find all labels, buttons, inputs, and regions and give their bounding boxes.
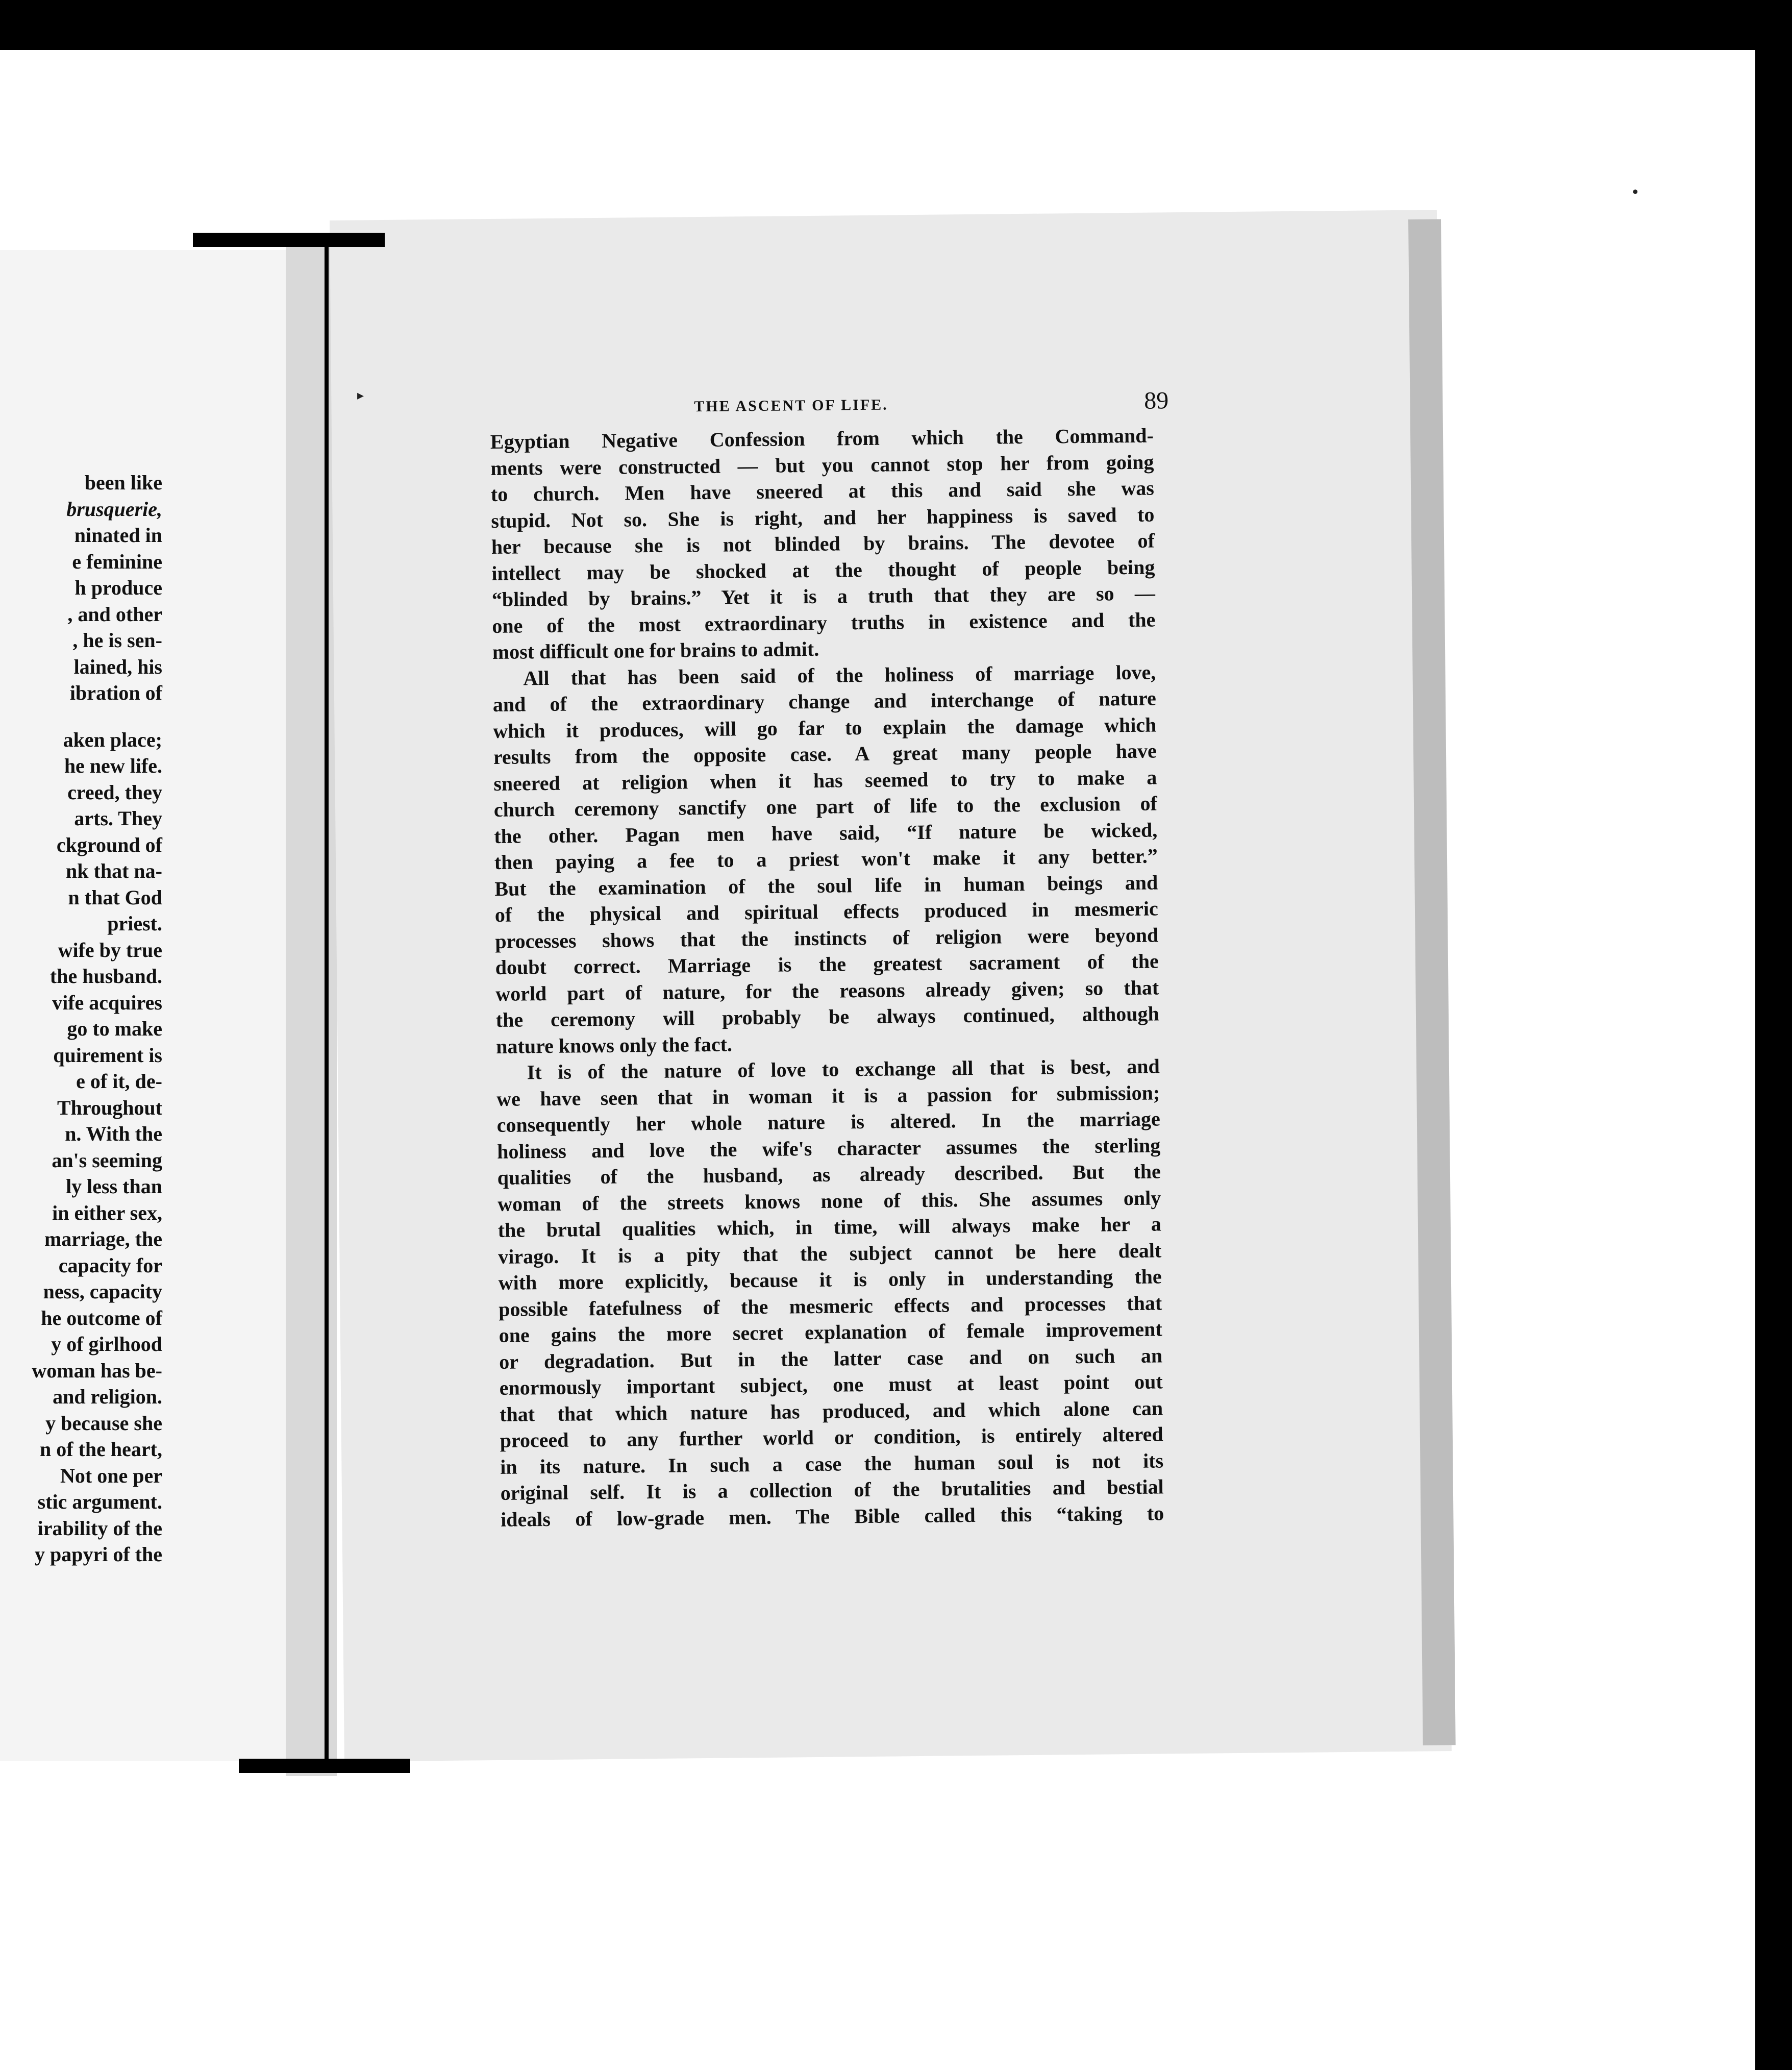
text-line: the other. Pagan men have said, “If nature be wicked, [494, 818, 1158, 848]
text-line: original self. It is a collection of the brutalities and bestial [500, 1475, 1164, 1505]
text-line: ideals of low-grade men. The Bible called this “taking to [500, 1501, 1164, 1531]
left-page-line: n of the heart, [40, 1438, 162, 1461]
left-page-line: irability of the [37, 1516, 162, 1540]
paragraph [490, 423, 1156, 666]
text-line: to church. Men have sneered at this and said she was [490, 476, 1155, 506]
left-page-line: vife acquires [52, 991, 162, 1014]
margin-mark: ▸ [357, 388, 364, 403]
left-page-line: go to make [67, 1017, 162, 1040]
left-page-line: e feminine [72, 550, 162, 573]
binding-line [325, 240, 329, 1761]
speck-mark: • [1631, 184, 1640, 202]
running-head [490, 387, 1169, 429]
text-line: ments were constructed — but you cannot stop her from going [490, 450, 1154, 480]
gutter-shadow [286, 245, 337, 1776]
film-top-border [0, 0, 1792, 50]
left-page-line: Throughout [57, 1096, 162, 1119]
left-page-line: nk that na- [66, 859, 162, 882]
binding-clip-bottom [239, 1759, 410, 1773]
left-facing-page [0, 250, 327, 1761]
left-page-line: he outcome of [41, 1306, 162, 1329]
text-line: It is of the nature of love to exchange all that is best, and [527, 1054, 1160, 1084]
text-line: enormously important subject, one must at least point out [499, 1370, 1163, 1399]
left-page-line: y because she [45, 1411, 162, 1435]
text-line: qualities of the husband, as already described. But the [497, 1160, 1161, 1189]
right-page-text-block [490, 387, 1169, 1533]
left-page-line: e of it, de- [76, 1070, 162, 1093]
left-page-line: the husband. [49, 965, 162, 988]
left-page-line: y of girlhood [51, 1333, 162, 1356]
left-page-line: stic argument. [37, 1490, 162, 1513]
text-line: that that which nature has produced, and which alone can [499, 1396, 1163, 1426]
text-line: in its nature. In such a case the human soul is not its [500, 1448, 1164, 1478]
left-page-text [0, 470, 162, 1568]
text-line: one of the most extraordinary truths in existence and the [492, 608, 1156, 637]
left-page-line: been like [84, 471, 162, 494]
text-line: processes shows that the instincts of religion were beyond [495, 923, 1159, 953]
text-line: doubt correct. Marriage is the greatest sacrament of the [495, 949, 1159, 979]
body-text [490, 423, 1164, 1533]
text-line: woman of the streets knows none of this. She assumes only [497, 1186, 1161, 1216]
left-page-line: creed, they [67, 780, 162, 804]
left-page-line: aken place; [63, 728, 162, 751]
left-page-line: he new life. [64, 754, 162, 777]
left-page-line: lained, his [73, 655, 162, 678]
left-page-line: woman has be- [32, 1359, 162, 1382]
paragraph [492, 659, 1159, 1059]
text-line: possible fatefulness of the mesmeric effects and processes that [499, 1291, 1162, 1321]
left-page-line: , and other [67, 602, 162, 626]
text-line: most difficult one for brains to admit. [492, 637, 819, 663]
text-line: with more explicitly, because it is only in understanding the [498, 1265, 1162, 1294]
text-line: one gains the more secret explanation of female improvement [499, 1317, 1162, 1347]
left-page-line: ly less than [66, 1175, 162, 1198]
left-page-line: an's seeming [52, 1148, 162, 1172]
left-page-line: wife by true [58, 938, 162, 962]
paragraph [496, 1053, 1164, 1532]
text-line: results from the opposite case. A great many people have [493, 739, 1157, 769]
left-page-line: arts. They [74, 807, 162, 830]
text-line: which it produces, will go far to explain the damage which [493, 712, 1157, 743]
left-page-line: n that God [68, 885, 162, 909]
text-line: or degradation. But in the latter case and on such an [499, 1343, 1163, 1373]
text-line: virago. It is a pity that the subject cannot be here dealt [498, 1238, 1162, 1268]
text-line: we have seen that in woman it is a passion for submission; [496, 1080, 1160, 1111]
left-page-line: and religion. [53, 1385, 162, 1408]
text-line: nature knows only the fact. [496, 1032, 733, 1058]
text-line: “blinded by brains.” Yet it is a truth that they are so — [491, 581, 1156, 611]
text-line: and of the extraordinary change and interchange of nature [492, 686, 1157, 716]
left-page-line: y papyri of the [35, 1543, 162, 1566]
text-line: of the physical and spiritual effects produced in mesmeric [494, 897, 1158, 926]
text-line: But the examination of the soul life in human beings and [494, 870, 1158, 900]
text-line: world part of nature, for the reasons already given; so that [495, 975, 1159, 1005]
text-line: then paying a fee to a priest won't make it any better.” [494, 844, 1158, 874]
left-page-line: ness, capacity [43, 1280, 162, 1303]
left-page-line: Not one per [60, 1464, 162, 1487]
text-line: the ceremony will probably be always continued, although [495, 1002, 1159, 1031]
running-head-title: THE ASCENT OF LIFE. [694, 396, 888, 415]
text-line: her because she is not blinded by brains. The devotee of [491, 529, 1155, 558]
left-page-line: , he is sen- [72, 629, 162, 652]
text-line: Egyptian Negative Confession from which the Command- [490, 424, 1154, 453]
text-line: All that has been said of the holiness of marriage love, [523, 660, 1156, 689]
text-line: the brutal qualities which, in time, will always make her a [497, 1212, 1161, 1242]
binding-clip-top [193, 233, 385, 247]
left-page-line: brusquerie, [66, 497, 162, 521]
text-line: holiness and love the wife's character assumes the sterling [497, 1133, 1161, 1163]
page-number: 89 [1143, 387, 1169, 414]
left-page-line: ninated in [74, 524, 162, 547]
text-line: intellect may be shocked at the thought of people being [491, 555, 1155, 585]
left-page-line: quirement is [53, 1043, 162, 1067]
left-page-line: n. With the [65, 1122, 162, 1145]
text-line: church ceremony sanctify one part of life to the exclusion of [493, 792, 1157, 821]
left-page-line: ibration of [69, 681, 162, 704]
film-right-border [1755, 50, 1792, 2070]
text-line: stupid. Not so. She is right, and her happiness is saved to [491, 503, 1155, 532]
left-page-line: ckground of [56, 833, 162, 856]
text-line: sneered at religion when it has seemed to try to make a [493, 765, 1157, 795]
left-page-line: h produce [74, 576, 162, 599]
left-page-line: priest. [107, 912, 162, 935]
text-line: proceed to any further world or condition, is entirely altered [500, 1422, 1163, 1452]
left-page-line: in either sex, [52, 1201, 162, 1224]
text-line: consequently her whole nature is altered. In the marriage [496, 1107, 1160, 1137]
left-page-line: marriage, the [44, 1227, 162, 1250]
left-page-line: capacity for [58, 1253, 162, 1277]
